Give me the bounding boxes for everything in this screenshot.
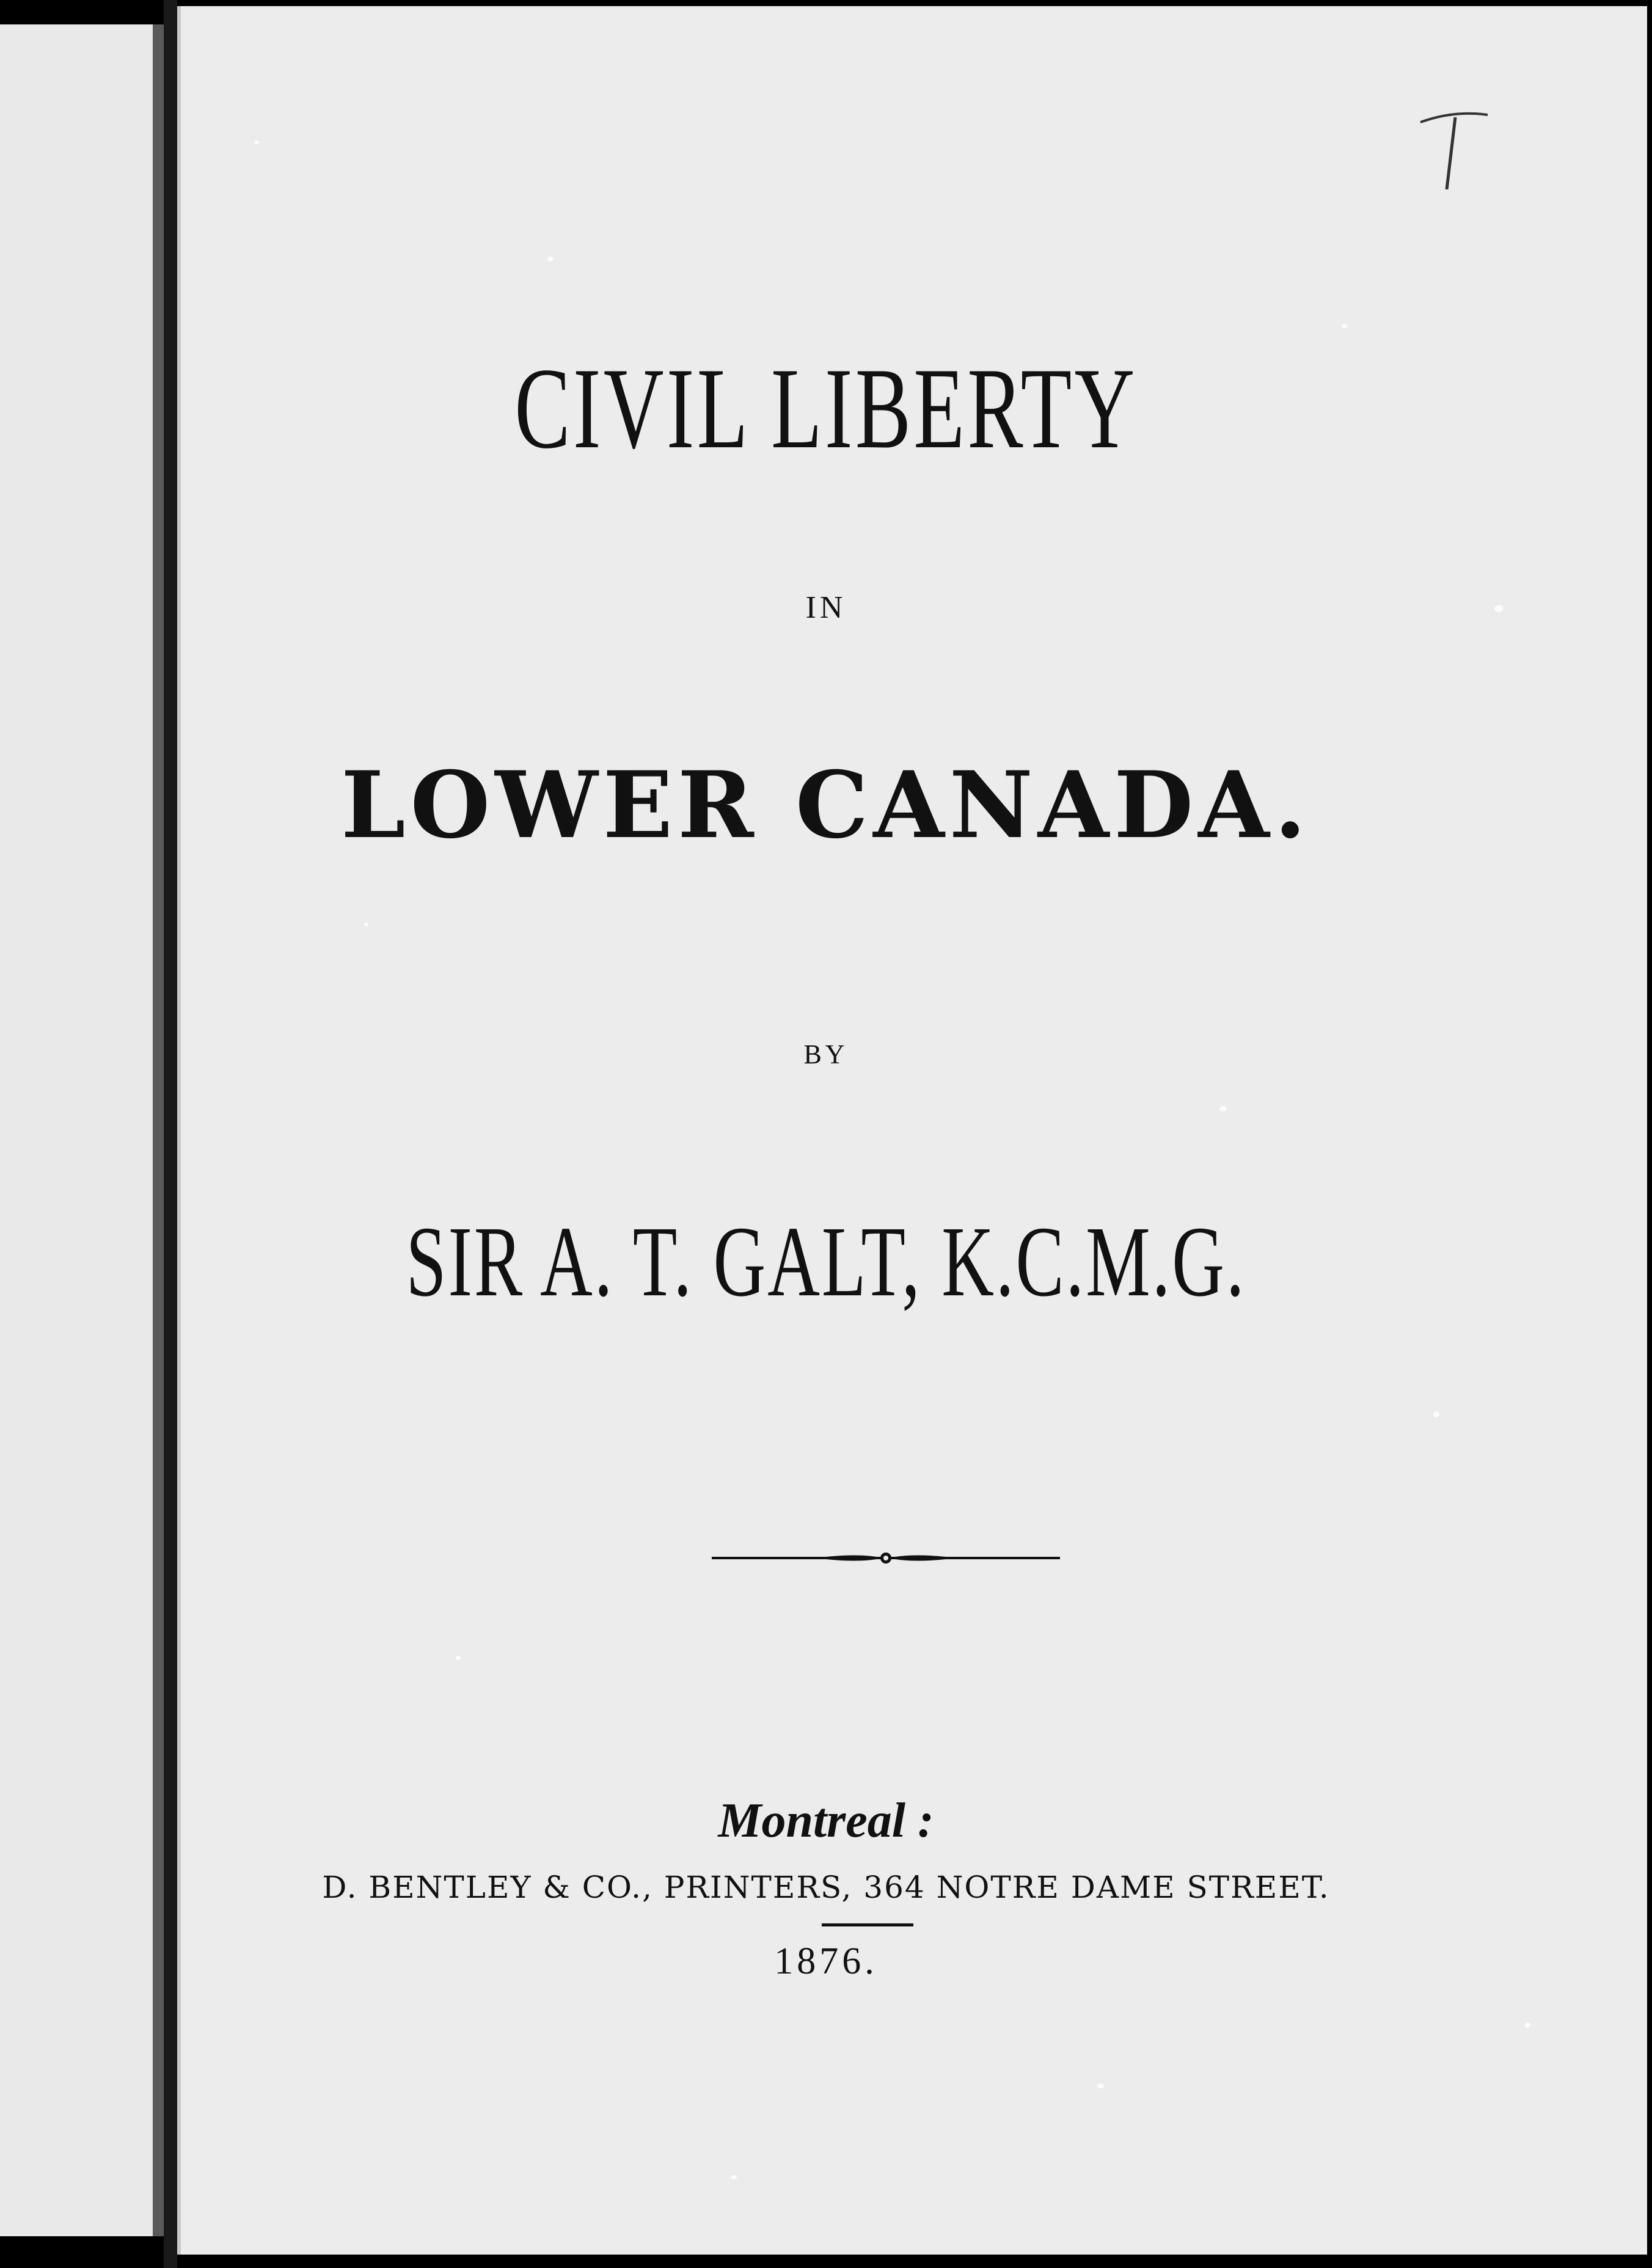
paper-speck: [1525, 2022, 1530, 2028]
paper-speck: [547, 257, 554, 262]
imprint-year: 1876.: [774, 1941, 878, 1982]
imprint-city: Montreal :: [718, 1794, 934, 1848]
ornamental-rule: [712, 1549, 1060, 1567]
paper-speck: [1219, 1106, 1227, 1111]
imprint-printer: D. BENTLEY & CO., PRINTERS, 364 NOTRE DAME STREET.: [322, 1870, 1330, 1905]
author-name: SIR A. T. GALT, K.C.M.G.: [406, 1205, 1246, 1317]
paper-speck: [731, 2175, 737, 2179]
paper-speck: [1097, 2083, 1104, 2088]
imprint-rule: [822, 1923, 913, 1926]
handwritten-pencil-mark: [1417, 104, 1491, 196]
title-line-1: CIVIL LIBERTY: [514, 345, 1138, 473]
binding-gutter: [164, 0, 177, 2268]
byline: BY: [803, 1039, 849, 1069]
paper-speck: [1433, 1411, 1439, 1418]
paper-speck: [254, 141, 259, 144]
title-connector: IN: [805, 590, 847, 625]
title-line-2: LOWER CANADA.: [341, 752, 1311, 859]
paper-speck: [1342, 324, 1347, 328]
paper-speck: [456, 1656, 461, 1660]
paper-speck: [364, 923, 368, 926]
